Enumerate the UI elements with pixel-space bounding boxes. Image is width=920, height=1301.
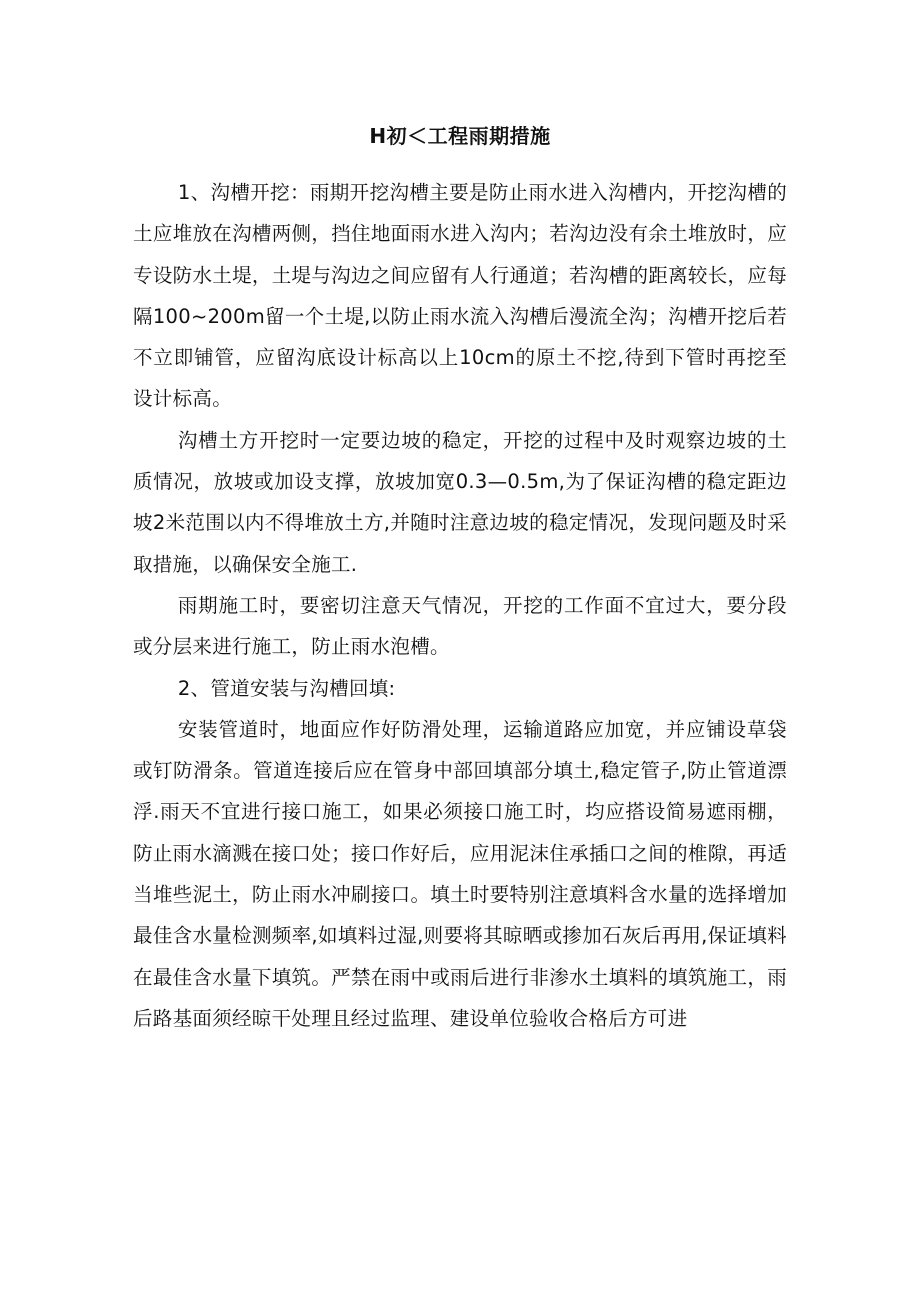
document-body — [133, 172, 787, 1039]
paragraph-rain-construction: 雨期施工时，要密切注意天气情况，开挖的工作面不宜过大，要分段或分层来进行施工，防止雨水泡槽。 — [133, 593, 787, 659]
paragraph-pipe-installation: 安装管道时，地面应作好防滑处理，运输道路应加宽，并应铺设草袋或钉防滑条。管道连接后应在管身中部回填部分填土,稳定管子,防止管道漂浮.雨天不宜进行接口施工，如果必须接口施工时，均应搭设简易遮雨棚，防止雨水滴溅在接口处；接口作好后，应用泥沫住承插口之间的椎隙，再适当堆些泥土，防止雨水冲刷接口。填土时要特别注意填料含水量的选择增加最佳含水量检测频率,如填料过湿,则要将其晾晒或掺加石灰后再用,保证填料在最佳含水量下填筑。严禁在雨中或雨后进行非渗水土填料的填筑施工，雨后路基面须经晾干处理且经过监理、建设单位验收合格后方可进 — [133, 717, 787, 1030]
section-heading-pipe-installation: 2、管道安装与沟槽回填: — [177, 676, 396, 700]
paragraph-trench-excavation: 1、沟槽开挖：雨期开挖沟槽主要是防止雨水进入沟槽内，开挖沟槽的土应堆放在沟槽两侧，挡住地面雨水进入沟内；若沟边没有余土堆放时，应专设防水土堤，土堤与沟边之间应留有人行通道；若沟槽的距离较长，应每隔100~200m留一个土堤,以防止雨水流入沟槽后漫流全沟；沟槽开挖后若不立即铺管，应留沟底设计标高以上10cm的原土不挖,待到下管时再挖至设计标高。 — [133, 181, 787, 411]
paragraph-slope-stability: 沟槽土方开挖时一定要边坡的稳定，开挖的过程中及时观察边坡的土质情况，放坡或加设支撑，放坡加宽0.3—0.5m,为了保证沟槽的稳定距边坡2米范围以内不得堆放土方,并随时注意边坡的稳定情况，发现问题及时采取措施，以确保安全施工. — [133, 428, 787, 576]
document-title: H初＜工程雨期措施 — [369, 124, 551, 148]
